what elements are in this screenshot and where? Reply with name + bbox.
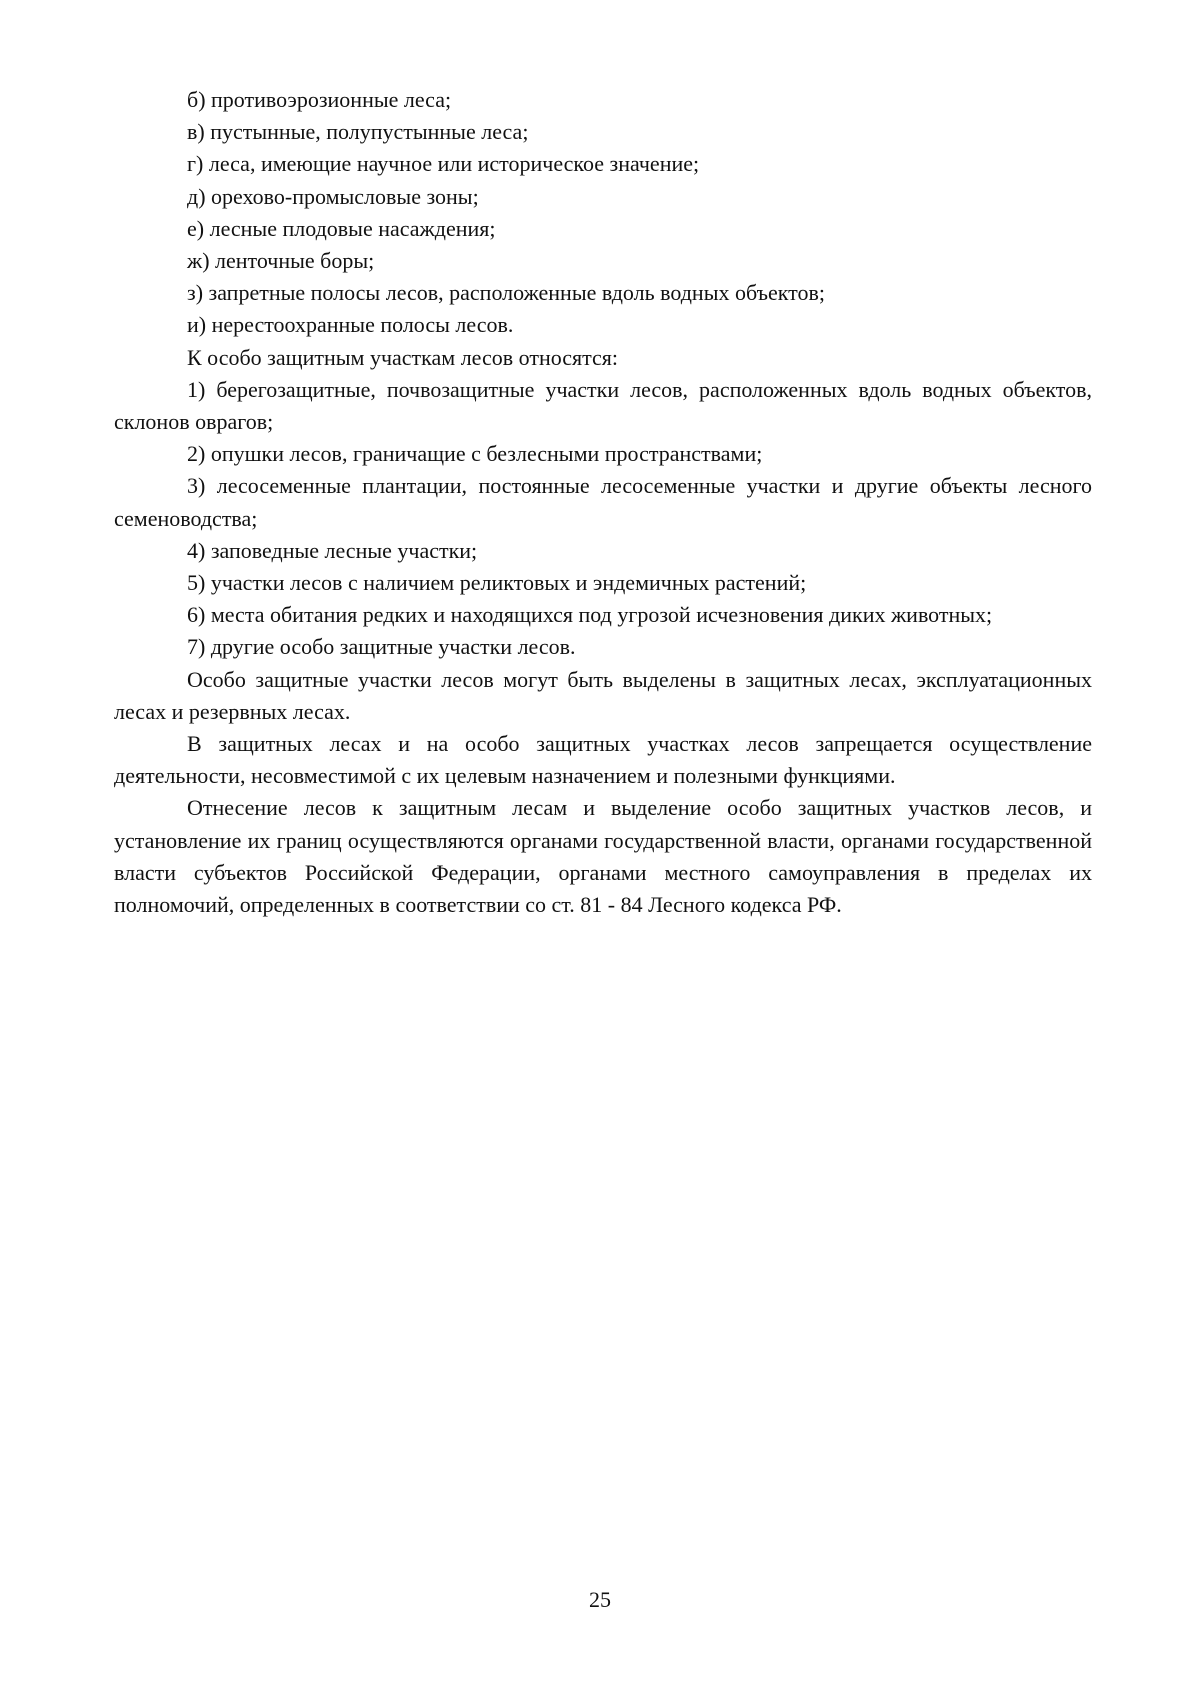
- special-item-4: 4) заповедные лесные участки;: [187, 537, 478, 563]
- list-item-v: в) пустынные, полупустынные леса;: [187, 119, 529, 145]
- paragraph-prohibition: В защитных лесах и на особо защитных участках лесов запрещается осуществление деятельности, несовместимой с их целевым назначением и полезными функциями.: [114, 731, 1092, 789]
- list-item-i: и) нерестоохранные полосы лесов.: [187, 312, 514, 338]
- list-item-g: г) леса, имеющие научное или историческое значение;: [187, 151, 700, 177]
- list-item-b: б) противоэрозионные леса;: [187, 87, 452, 112]
- paragraph-allocation: Особо защитные участки лесов могут быть выделены в защитных лесах, эксплуатационных лесах и резервных лесах.: [114, 666, 1092, 724]
- special-areas-intro: К особо защитным участкам лесов относятся:: [187, 344, 619, 370]
- list-item-zh: ж) ленточные боры;: [187, 248, 375, 274]
- special-item-1: 1) берегозащитные, почвозащитные участки лесов, расположенных вдоль водных объектов, склонов оврагов;: [114, 376, 1092, 435]
- special-item-3: 3) лесосеменные плантации, постоянные лесосеменные участки и другие объекты лесного семеноводства;: [114, 473, 1092, 531]
- list-item-z: з) запретные полосы лесов, расположенные вдоль водных объектов;: [187, 280, 825, 306]
- page-number: 25: [589, 1587, 611, 1612]
- special-item-6: 6) места обитания редких и находящихся под угрозой исчезновения диких животных;: [187, 602, 993, 628]
- special-item-2: 2) опушки лесов, граничащие с безлесными пространствами;: [187, 441, 763, 467]
- body-text: [114, 84, 1092, 921]
- list-item-d: д) орехово-промысловые зоны;: [187, 183, 479, 209]
- special-item-5: 5) участки лесов с наличием реликтовых и эндемичных растений;: [187, 570, 807, 596]
- list-item-e: е) лесные плодовые насаждения;: [187, 215, 496, 241]
- special-item-7: 7) другие особо защитные участки лесов.: [187, 634, 576, 660]
- paragraph-authority: Отнесение лесов к защитным лесам и выделение особо защитных участков лесов, и установление их границ осуществляются органами государственной власти, органами государственной власти субъектов Российской Федерации, органами местного самоуправления в пределах их полномочий, определенных в соответствии со ст. 81 - 84 Лесного кодекса РФ.: [114, 795, 1092, 918]
